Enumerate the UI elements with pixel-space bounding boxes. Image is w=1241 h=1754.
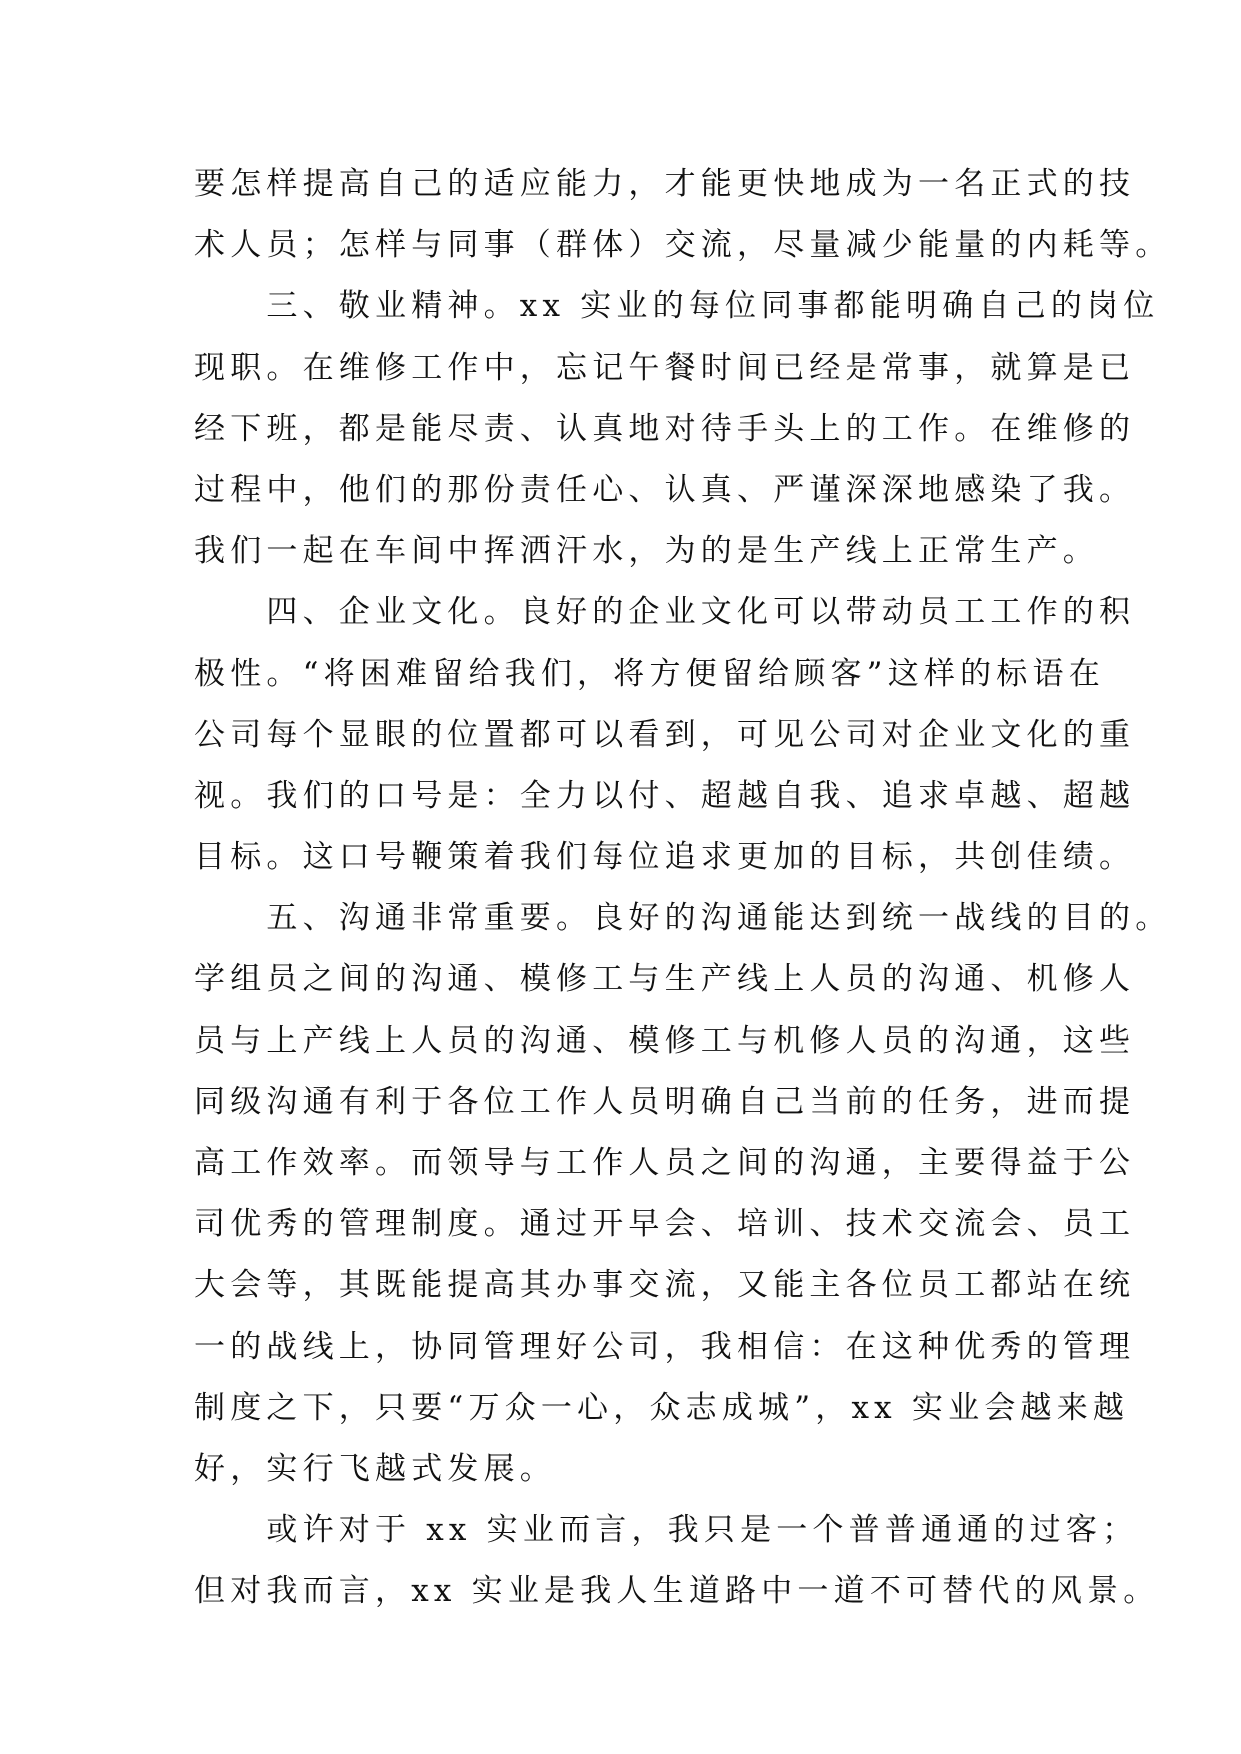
text-line: 一的战线上，协同管理好公司，我相信：在这种优秀的管理	[194, 1328, 1136, 1365]
text-line: 极性。“将困难留给我们，将方便留给顾客”这样的标语在	[194, 655, 1105, 692]
text-line: 但对我而言，xx 实业是我人生道路中一道不可替代的风景。	[194, 1573, 1160, 1610]
text-line: 三、敬业精神。xx 实业的每位同事都能明确自己的岗位	[194, 288, 1160, 325]
text-line: 四、企业文化。良好的企业文化可以带动员工工作的积	[194, 594, 1136, 631]
text-line: 大会等，其既能提高其办事交流，又能主各位员工都站在统	[194, 1267, 1136, 1304]
text-line: 目标。这口号鞭策着我们每位追求更加的目标，共创佳绩。	[194, 839, 1136, 876]
text-line: 我们一起在车间中挥洒汗水，为的是生产线上正常生产。	[194, 533, 1099, 570]
text-line: 经下班，都是能尽责、认真地对待手头上的工作。在维修的	[194, 410, 1136, 447]
text-line: 司优秀的管理制度。通过开早会、培训、技术交流会、员工	[194, 1206, 1136, 1243]
text-line: 术人员；怎样与同事（群体）交流，尽量减少能量的内耗等。	[194, 227, 1172, 264]
text-line: 过程中，他们的那份责任心、认真、严谨深深地感染了我。	[194, 471, 1136, 508]
text-line: 同级沟通有利于各位工作人员明确自己当前的任务，进而提	[194, 1083, 1136, 1120]
text-line: 或许对于 xx 实业而言，我只是一个普普通通的过客；	[194, 1512, 1139, 1549]
text-line: 五、沟通非常重要。良好的沟通能达到统一战线的目的。	[194, 900, 1172, 937]
text-line: 要怎样提高自己的适应能力，才能更快地成为一名正式的技	[194, 166, 1136, 202]
text-line: 现职。在维修工作中，忘记午餐时间已经是常事，就算是已	[194, 349, 1136, 386]
text-line: 视。我们的口号是：全力以付、超越自我、追求卓越、超越	[194, 777, 1136, 814]
text-line: 学组员之间的沟通、模修工与生产线上人员的沟通、机修人	[194, 961, 1136, 998]
text-line: 好，实行飞越式发展。	[194, 1450, 556, 1487]
text-line: 高工作效率。而领导与工作人员之间的沟通，主要得益于公	[194, 1145, 1136, 1181]
text-line: 制度之下，只要“万众一心，众志成城”，xx 实业会越来越	[194, 1389, 1130, 1426]
body-text	[194, 154, 1172, 1623]
text-line: 公司每个显眼的位置都可以看到，可见公司对企业文化的重	[194, 716, 1136, 753]
text-line: 员与上产线上人员的沟通、模修工与机修人员的沟通，这些	[194, 1022, 1136, 1059]
